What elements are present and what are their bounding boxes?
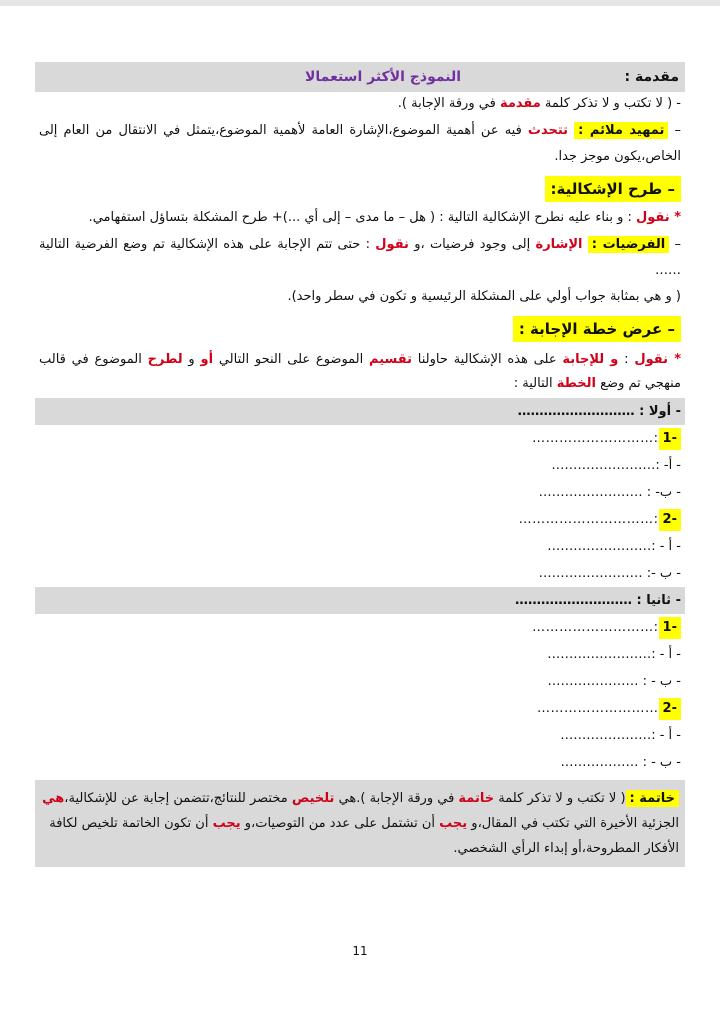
section-1-sub-b1 [35,479,685,506]
section-2-sub-a1 [35,641,685,668]
plan-text: الموضوع على النحو التالي [213,352,370,367]
part-number: -2 [659,509,681,531]
keyword: أو [200,352,214,367]
conclusion-text: أن تشتمل على عدد من التوصيات،و [240,816,440,831]
section-2-part-1 [35,614,685,641]
keyword: تلخيص [291,791,335,806]
intro-note [35,92,685,116]
plan-text: و [182,352,201,367]
sub-item: - ب - : ………………… [547,673,681,689]
plan-text: الموضوع في قالب منهجي تم وضع [39,352,681,391]
section-2-title-text: - ثانيا : ……………………… [514,592,681,608]
keyword: لطرح [147,352,183,367]
intro-paragraph-text: فيه عن أهمية الموضوع،الإشارة العامة لأهمية الموضوع،يتمثل في الانتقال من العام إلى الخاص،يكون موجز جدا. [39,123,681,164]
keyword: يجب [439,816,468,831]
sub-item: - ب - : ……………… [560,754,681,770]
intro-label: مقدمة : [624,69,679,85]
keyword: نقول [634,352,669,367]
hypotheses-text: إلى وجود فرضيات ،و [408,237,536,252]
intro-note-text: في ورقة الإجابة ). [397,96,500,111]
intro-paragraph: – تمهيد ملائم : تتحدث فيه عن أهمية الموضوع،الإشارة العامة لأهمية الموضوع،يتمثل في الانتقال من العام إلى الخاص،يكون موجز جدا. [39,123,681,164]
problem-text: : و بناء عليه نطرح الإشكالية التالية : ( هل – ما مدى – إلى أي ...)+ طرح المشكلة بتساؤل استفهامي. [88,210,636,225]
keyword: مقدمة [499,96,541,111]
problem-heading-row [35,172,685,206]
section-2-sub-b1 [35,668,685,695]
conclusion-text: مختصر للنتائج،تتضمن إجابة عن للإشكالية، [64,791,292,806]
problem-heading: – طرح الإشكالية: [545,176,682,202]
section-2-sub-b2 [35,749,685,776]
keyword: تقسيم [369,352,413,367]
sub-item: - ب- : …………………… [538,484,681,500]
hypotheses-label: الفرضيات : [588,236,669,253]
sub-item: - أ - :…………………… [547,538,681,554]
section-1-part-2 [35,506,685,533]
conclusion-text: الجزئية الأخيرة التي تكتب في المقال،و [467,816,679,831]
sub-item: - أ - :………………… [560,727,681,743]
part-number: -1 [659,428,681,450]
keyword: نقول [375,237,409,252]
top-edge [0,0,720,6]
part-number: -2 [659,698,681,720]
section-1-part-1 [35,425,685,452]
section-1-sub-a1 [35,452,685,479]
placeholder-dots: :……………………… [532,619,659,635]
section-1-sub-b2 [35,560,685,587]
page-number: 11 [352,944,368,958]
section-2-part-2 [35,695,685,722]
intro-note-text: - ( لا تكتب و لا تذكر كلمة [540,96,681,111]
problem-paragraph: * نقول : و بناء عليه نطرح الإشكالية التالية : ( هل – ما مدى – إلى أي ...)+ طرح المشكلة بتساؤل استفهامي. [88,210,681,225]
plan-heading: – عرض خطة الإجابة : [513,316,681,342]
keyword: هي [42,791,65,806]
conclusion-text: ( لا تكتب و لا تذكر كلمة [494,791,626,806]
hypotheses-note: ( و هي بمثابة جواب أولي على المشكلة الرئيسية و تكون في سطر واحد). [287,289,681,304]
intro-label-highlight: تمهيد ملائم : [574,122,668,139]
keyword: الإشارة [535,237,583,252]
conclusion-text: أن تكون الخاتمة تلخيص لكافة الأفكار المطروحة،أو إبداء الرأي الشخصي. [49,816,679,856]
sub-item: - أ - :…………………… [547,646,681,662]
plan-paragraph: * نقول : و للإجابة على هذه الإشكالية حاولنا تقسيم الموضوع على النحو التالي أو و لطرح الموضوع في قالب منهجي تم وضع الخطة التالية : [39,352,681,391]
plan-text: : [618,352,635,367]
section-1-title-text: - أولا : ……………………… [517,403,681,419]
section-2-title [35,587,685,614]
keyword: و للإجابة [562,352,619,367]
keyword: يجب [212,816,241,831]
placeholder-dots: :………………………… [518,511,659,527]
sub-item: - ب -: …………………… [538,565,681,581]
placeholder-dots: :……………………… [532,430,659,446]
hypotheses-paragraph: – الفرضيات : الإشارة إلى وجود فرضيات ،و نقول : حتى تتم الإجابة على هذه الإشكالية تم وضع الفرضية التالية …… ( و هي بمثابة جواب أولي على المشكلة الرئيسية و تكون في سطر واحد). [39,237,681,304]
keyword: نقول [636,210,670,225]
keyword: الخطة [556,376,596,391]
plan-text: التالية : [513,376,557,391]
conclusion-label: خاتمة : [626,790,679,807]
section-1-title [35,398,685,425]
keyword: تتحدث [527,123,569,138]
section-1-sub-a2 [35,533,685,560]
placeholder-dots: ……………………… [537,700,659,716]
sub-item: - أ- :…………………… [551,457,681,473]
document-page [35,62,685,867]
part-number: -1 [659,617,681,639]
intro-header [35,62,685,92]
page-title: النموذج الأكثر استعمالا [305,69,461,85]
plan-heading-row [35,312,685,346]
hypotheses-text: : حتى تتم الإجابة على هذه الإشكالية تم وضع الفرضية التالية …… [39,237,681,278]
plan-text: على هذه الإشكالية حاولنا [412,352,563,367]
conclusion-text: في ورقة الإجابة ).هي [334,791,459,806]
section-2-sub-a2 [35,722,685,749]
keyword: خاتمة [458,791,495,806]
conclusion-block [35,780,685,867]
